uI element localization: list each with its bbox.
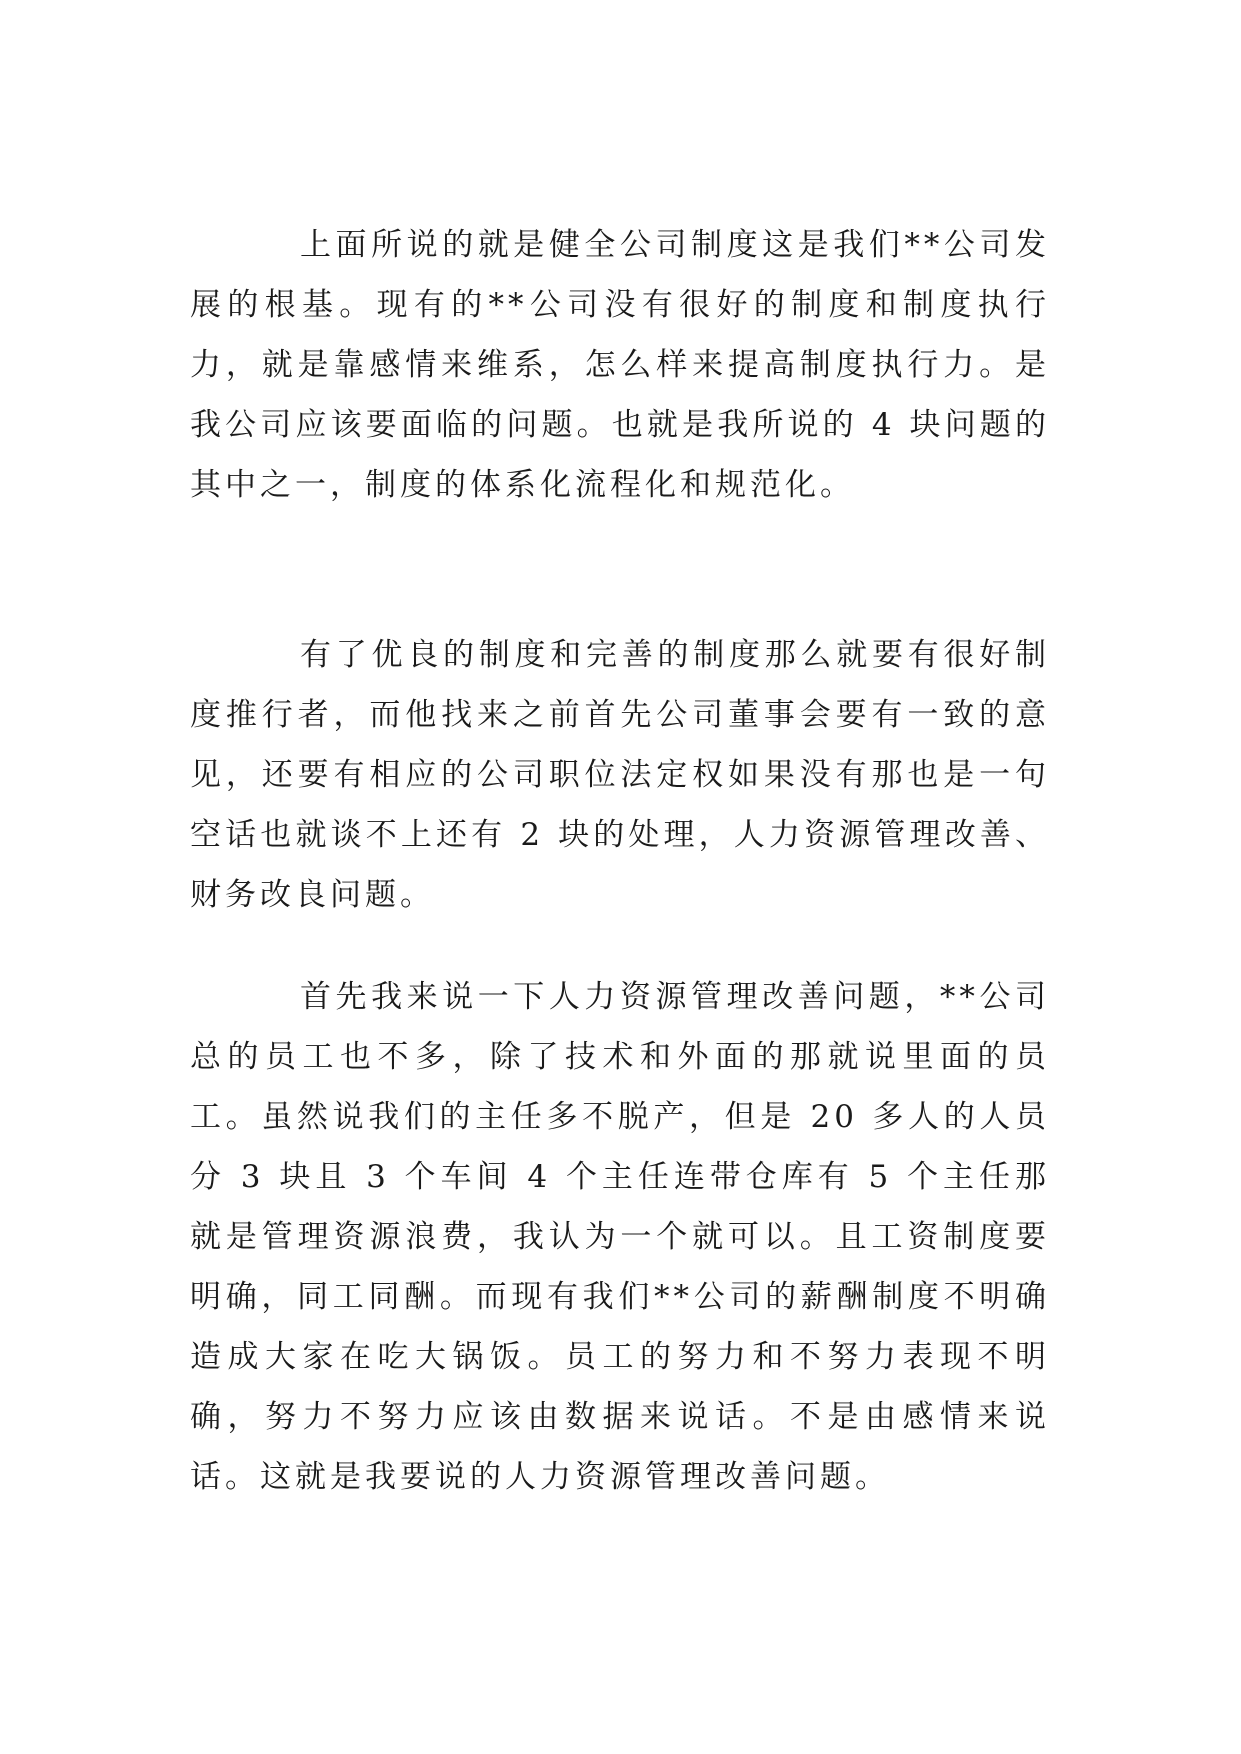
paragraph-1: 上面所说的就是健全公司制度这是我们**公司发展的根基。现有的**公司没有很好的制度和制度执行力，就是靠感情来维系，怎么样来提高制度执行力。是我公司应该要面临的问题。也就是我所说的 4 块问题的其中之一，制度的体系化流程化和规范化。	[190, 227, 1050, 503]
paragraph-3: 首先我来说一下人力资源管理改善问题，**公司总的员工也不多，除了技术和外面的那就说里面的员工。虽然说我们的主任多不脱产，但是 20 多人的人员分 3 块且 3 个车间 4 个主任连带仓库有 5 个主任那就是管理资源浪费，我认为一个就可以。且工资制度要明确，同工同酬。而现有我们**公司的薪酬制度不明确造成大家在吃大锅饭。员工的努力和不努力表现不明确，努力不努力应该由数据来说话。不是由感情来说话。这就是我要说的人力资源管理改善问题。	[190, 979, 1050, 1495]
paragraph-2: 有了优良的制度和完善的制度那么就要有很好制度推行者，而他找来之前首先公司董事会要有一致的意见，还要有相应的公司职位法定权如果没有那也是一句空话也就谈不上还有 2 块的处理，人力资源管理改善、财务改良问题。	[190, 637, 1050, 913]
